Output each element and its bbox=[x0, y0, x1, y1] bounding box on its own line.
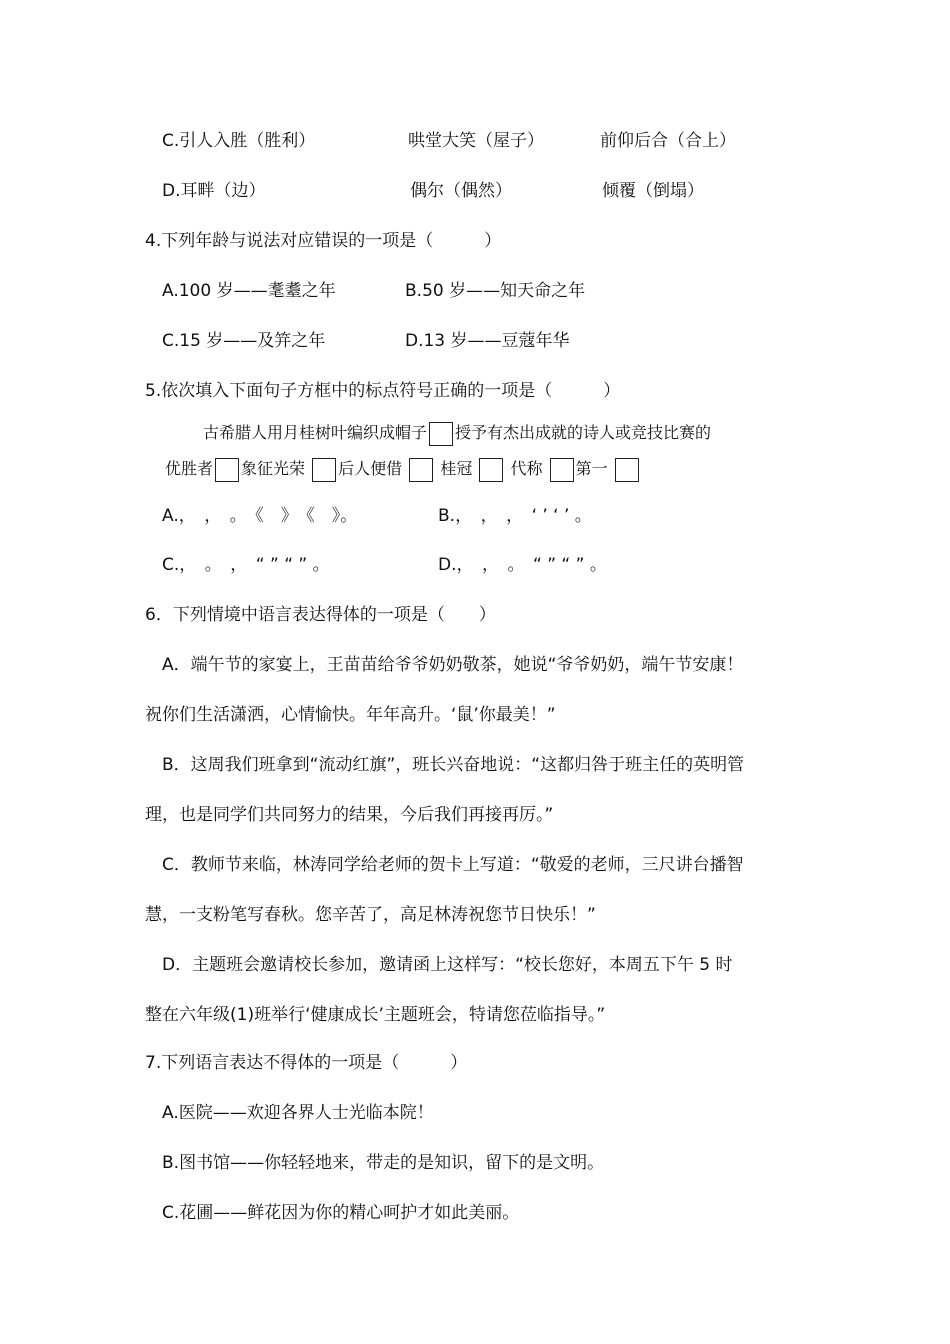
q5-stem: 5.依次填入下面句子方框中的标点符号正确的一项是（ ） bbox=[145, 381, 621, 401]
q6-option-b-line-2: 理，也是同学们共同努力的结果，今后我们再接再厉。” bbox=[145, 805, 554, 825]
q6-option-d-line-1: D．主题班会邀请校长参加，邀请函上这样写：“校长您好，本周五下午 5 时 bbox=[162, 955, 733, 975]
blank-box bbox=[215, 458, 239, 482]
q5-option-b: B.， ， ， ‘ ’ ‘ ’ 。 bbox=[438, 506, 592, 526]
q3-option-c-1: C.引人入胜（胜利） bbox=[162, 131, 316, 151]
q3-option-d-1: D.耳畔（边） bbox=[162, 181, 266, 201]
q5-sentence-part: 古希腊人用月桂树叶编织成帽子 bbox=[203, 423, 428, 442]
q5-sentence-line-1 bbox=[203, 421, 711, 446]
blank-box bbox=[312, 458, 336, 482]
blank-box bbox=[615, 458, 639, 482]
q3-option-d-3: 倾覆（倒塌） bbox=[602, 181, 704, 201]
q3-option-c-2: 哄堂大笑（屋子） bbox=[408, 131, 544, 151]
blank-box bbox=[550, 458, 574, 482]
q7-option-c: C.花圃——鲜花因为你的精心呵护才如此美丽。 bbox=[162, 1203, 520, 1223]
q7-stem: 7.下列语言表达不得体的一项是（ ） bbox=[145, 1053, 468, 1073]
q4-option-c: C.15 岁——及笄之年 bbox=[162, 331, 326, 351]
q6-option-b-line-1: B．这周我们班拿到“流动红旗”，班长兴奋地说：“这都归咎于班主任的英明管 bbox=[162, 755, 745, 775]
q6-option-c-line-2: 慧，一支粉笔写春秋。您辛苦了，高足林涛祝您节日快乐！” bbox=[145, 905, 596, 925]
q5-sentence-part: 象征光荣 bbox=[241, 459, 306, 478]
q3-option-d-2: 偶尔（偶然） bbox=[410, 181, 512, 201]
q6-option-a-line-1: A．端午节的家宴上，王苗苗给爷爷奶奶敬茶，她说“爷爷奶奶，端午节安康！ bbox=[162, 655, 744, 675]
blank-box bbox=[429, 422, 453, 446]
q4-stem: 4.下列年龄与说法对应错误的一项是（ ） bbox=[145, 231, 502, 251]
q5-option-a: A.， ， 。 《 》 《 》。 bbox=[162, 506, 358, 526]
q6-option-d-line-2: 整在六年级(1)班举行‘健康成长’主题班会，特请您莅临指导。” bbox=[145, 1005, 606, 1025]
q5-sentence-part: 授予有杰出成就的诗人或竞技比赛的 bbox=[455, 423, 712, 442]
blank-box bbox=[409, 458, 433, 482]
q4-option-d: D.13 岁——豆蔻年华 bbox=[405, 331, 570, 351]
q4-option-a: A.100 岁——耄耋之年 bbox=[162, 281, 336, 301]
q7-option-a: A.医院——欢迎各界人士光临本院！ bbox=[162, 1103, 434, 1123]
q3-option-c-3: 前仰后合（合上） bbox=[600, 131, 736, 151]
q6-stem: 6．下列情境中语言表达得体的一项是（ ） bbox=[145, 605, 496, 625]
q5-sentence-line-2 bbox=[165, 457, 641, 482]
q7-option-b: B.图书馆——你轻轻地来，带走的是知识，留下的是文明。 bbox=[162, 1153, 605, 1173]
q6-option-c-line-1: C．教师节来临，林涛同学给老师的贺卡上写道：“敬爱的老师，三尺讲台播智 bbox=[162, 855, 744, 875]
q5-sentence-part: 优胜者 bbox=[165, 459, 214, 478]
q4-option-b: B.50 岁——知天命之年 bbox=[405, 281, 586, 301]
q5-sentence-part: 第一 bbox=[575, 459, 608, 478]
q5-sentence-part: 桂冠 bbox=[440, 459, 473, 478]
q5-option-d: D.， ， 。 “ ” “ ” 。 bbox=[438, 555, 607, 575]
q5-sentence-part: 后人便借 bbox=[338, 459, 403, 478]
q6-option-a-line-2: 祝你们生活潇洒，心情愉快。年年高升。‘鼠’你最美！” bbox=[145, 705, 556, 725]
q5-option-c: C.， 。 ， “ ” “ ” 。 bbox=[162, 555, 330, 575]
blank-box bbox=[479, 458, 503, 482]
q5-sentence-part: 代称 bbox=[510, 459, 543, 478]
